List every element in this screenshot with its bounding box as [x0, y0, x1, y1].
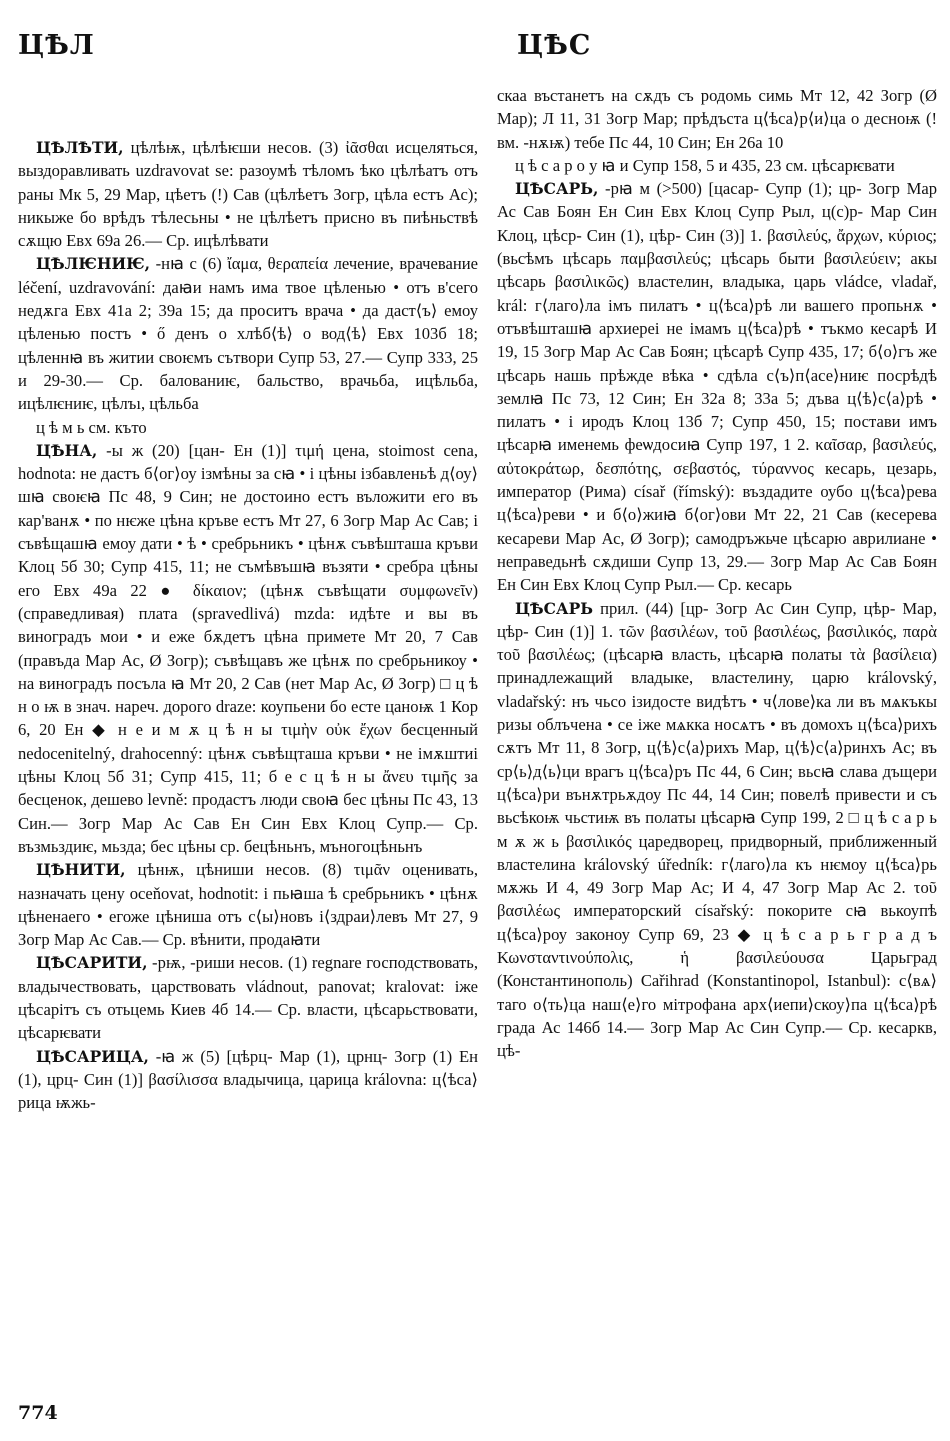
page-number: 774 [18, 1402, 58, 1424]
dictionary-entry [497, 177, 937, 596]
running-head-left: ЦѢЛ [18, 30, 95, 61]
dictionary-entry [497, 84, 937, 154]
entry-body: ц ѣ м ь см. къто [36, 417, 147, 437]
headword: ЦѢЛѤНИѤ, [36, 254, 151, 274]
running-head-right: ЦѢС [517, 30, 592, 61]
dictionary-entry [497, 597, 937, 1063]
entry-body: цѣлѣѭ, цѣлѣѥши несов. (3) ἰᾶσθαι исцеляться, выздоравливать uzdravovat se: разоумѣ тѣломъ ѣко цѣлѣатъ отъ раны Мк 5, 29 Мар, цѣетъ (!) Сав (цѣлѣетъ Зогр, цѣла естъ Ас); никыже бо врѣдъ тѣлесьны • не цѣлѣетъ присно въ пиѣньствѣ сѫщю Евх 69а 26.— Ср. ицѣлѣвати [18, 138, 478, 251]
dictionary-entry [18, 951, 478, 1044]
entry-body: прил. (44) [цр- Зогр Ас Син Супр, цѣр- Мар, цѣр- Син (1)] 1. τῶν βασιλέων, τοῦ βασιλέως, βασιλικός, παρὰ τοῦ βασιλέως; (цѣсарꙗ власть, цѣсарꙗ полаты τὰ βασίλεια) принадлежащий владыке, властелину, царю královský, vladařský: нъ чьсо ізидосте видѣтъ • ч⟨лове⟩ка ли въ мѧкъкы ризы облъчена • се іже мѧкка носѧтъ • въ домохъ ц⟨ѣса⟩рихъ сѫтъ Мт 11, 8 Зогр, ц⟨ѣ⟩с⟨а⟩рихъ Мар, ц⟨ѣ⟩с⟨а⟩ринхъ Ас; въ ср⟨ь⟩д⟨ь⟩ци врагъ ц⟨ѣса⟩ръ Пс 44, 6 Син; вьсꙗ слава дъщери ц⟨ѣса⟩ри вънѫтрьѫдоу Пс 44, 14 Син; повелѣ привести и съ вьсѣкоѭ чьстиѭ въ полаты цѣсарꙗ Супр 199, 2 □ ц ѣ с а р ь м ѫ ж ь βασιλικός царедворец, придворный, приближенный властелина královský úředník: г⟨лаго⟩ла къ нѥмоу ц⟨ѣса⟩рь мѫжь И 4, 49 Зогр Мар Ас; И 4, 47 Зогр Мар Ас 2. τοῦ βασιλέως императорский císařský: покорите сꙗ вькоупѣ ц⟨ѣса⟩роу законоу Супр 69, 23 ◆ ц ѣ с а р ь г р а д ъ Κωνσταντινούπολις, ἡ βασιλεύουσα Царьград (Константинополь) Cařihrad (Konstantinopol, Istanbul): с⟨вѧ⟩таго о⟨ть⟩ца наш⟨е⟩го мітрофана арх⟨иепи⟩скоу⟩па ц⟨ѣса⟩рѣ града Ас 146б 14.— Зогр Мар Ас Син Супр.— Ср. кесаркв, цѣ- [497, 598, 937, 1061]
entry-body: -рѭ, -риши несов. (1) regnare господствовать, владычествовать, царствовать vládnout, panovat; kralovat: іже цѣсарітъ съ отьцемь Киев 4б 14.— Ср. власти, цѣсарьствовати, цѣсарѥвати [18, 953, 478, 1043]
headword: ЦѢСАРИЦА, [36, 1046, 149, 1066]
entry-body: скаа въстанетъ на сѫдъ съ родомь симь Мт 12, 42 Зогр (Ø Мар); Л 11, 31 Зогр Мар; прѣдъста ц⟨ѣса⟩р⟨и⟩ца о десноѭ (! вм. -нѫѭ) тебе Пс 44, 10 Син; Ен 26а 10 [497, 86, 937, 152]
headword: ЦѢСАРИТИ, [36, 953, 148, 973]
headword: ЦѢСАРЬ [515, 598, 594, 618]
dictionary-entry [18, 252, 478, 415]
entry-body: -нꙗ с (6) ἴαμα, θεραπεία лечение, врачевание léčení, uzdravování: даꙗи намъ има твое цѣленью • отъ в'сего недѫга Евх 41а 2; 39а 15; да проситъ врача • да даст⟨ъ⟩ емоу цѣленью постъ • ő денъ о хлѣб⟨ѣ⟩ о вод⟨ѣ⟩ Евх 103б 18; цѣленнꙗ въ житии своѥмъ сътвори Супр 53, 27.— Супр 333, 25 и 29-30.— Ср. балованиѥ, бальство, врачьба, ицѣльба, ицѣлѥниѥ, цѣлъı, цѣльба [18, 254, 478, 414]
headword: ЦѢНА, [36, 440, 98, 460]
dictionary-entry [18, 1045, 478, 1115]
entry-body: цѣнѭ, цѣниши несов. (8) τιμᾶν оценивать, назначать цену oceňovat, hodnotit: і пьꙗша ѣ сребрьникъ • цѣнѫ цѣненаего • егоже цѣниша отъ с⟨ы⟩новъ і⟨здраи⟩левъ Мт 27, 9 Зогр Мар Ас Сав.— Ср. вѣнити, продаꙗти [18, 860, 478, 950]
dictionary-entry [18, 439, 478, 858]
left-column [18, 84, 478, 1114]
dictionary-entry [18, 858, 478, 951]
headword: ЦѢЛѢТИ, [36, 138, 124, 157]
headword: ЦѢНИТИ, [36, 860, 126, 880]
headword: ЦѢСАРЬ, [515, 179, 599, 199]
entry-body: -ы ж (20) [цан- Ен (1)] τιμή цена, stoimost cena, hodnota: не дастъ б⟨ог⟩оу ізмѣны за сꙗ • і цѣны ізбавленьѣ д⟨оу⟩шꙗ своѥꙗ Пс 48, 9 Син; не достоино естъ въложити его въ кар'ванѫ • по нѥже цѣна кръве естъ Мт 27, 6 Зогр Мар Ас Сав; і съвѣщашꙗ емоу дати • ѣ • сребрьникъ • цѣнѫ съвѣшташа кръви Клоц 5б 30; Супр 415, 11; не съмѣвъшꙗ възяти • сребра цѣны его Евх 49а 22 ● δίκαιον; (цѣнѫ съвѣщати συμφωνεῖν) (справедливая) плата (spravedlivá) mzda: идѣте и вы въ виноградъ мои • и еже бѫдетъ цѣна примете Мт 20, 7 Сав (правъда Мар Ас, Ø Зогр); съвѣщавъ же цѣнѫ по сребрьникоу • на виноградъ посъла ꙗ Мт 20, 2 Сав (нет Мар Ас, Ø Зогр) □ ц ѣ н о ѭ в знач. нареч. дорого draze: коупьени бо есте цаноѭ 1 Кор 6, 20 Ен ◆ н е и м ѫ ц ѣ н ы τιμὴν οὐκ ἔχων бесценный nedocenitelný, drahocenný: цѣнѫ съвѣщташа кръви • не імѫштиі цѣны Клоц 5б 31; Супр 415, 11; б е с ц ѣ н ы ἄνευ τιμῆς за бесценок, дешево levně: продастъ люди своꙗ бес цѣны Пс 43, 13 Син.— Зогр Мар Ас Сав Ен Син Евх Клоц Супр.— Ср. възмьздиѥ, мьзда; бес цѣны ср. бецѣньнъ, мъногоцѣньнъ [18, 440, 478, 856]
dictionary-entry [18, 136, 478, 252]
entry-body: -ꙗ ж (5) [цѣрц- Мар (1), црнц- Зогр (1) Ен (1), црц- Син (1)] βασίλισσα владычица, царица královna: ц⟨ѣса⟩рица ѭжь- [18, 1046, 478, 1113]
entry-body: -рꙗ м (>500) [цасар- Супр (1); цр- Зогр Мар Ас Сав Боян Ен Син Евх Клоц Супр Рыл, ц(с)р- Мар Син Клоц, цѣср- Син (1), цѣр- Син (3)] 1. βασιλεύς, ἄρχων, κύριος; (вьсѣмъ цѣсарь παμβασιλεύς; цѣсарь быти βασιλεύειν; акы цѣсарь βασιλικῶς) властелин, владыка, царь vládce, vladař, král: г⟨лаго⟩ла імъ пилатъ • ц⟨ѣса⟩рѣ ли вашего пропьнѫ • отъвѣшташꙗ архиереі не імамъ ц⟨ѣса⟩рѣ • тъкмо кесарѣ И 19, 15 Зогр Мар Ас Сав Боян; цѣсарѣ Супр 435, 17; б⟨о⟩гъ же цѣсарь нашь прѣжде вѣка • сдѣла с⟨ъ⟩п⟨асе⟩ниѥ посрѣдѣ землꙗ Пс 73, 12 Син; Ен 32а 8; 33а 5; дъва ц⟨ѣ⟩с⟨а⟩рѣ • пилатъ • і иродъ Клоц 13б 7; Супр 450, 15; постави имъ цѣсарꙗ именемь феѡдосиꙗ Супр 197, 1 2. καῖσαρ, βασιλεύς, αὐτοκράτωρ, δεσπότης, σεβαστός, τύραννος кесарь, цезарь, император (Рима) císař (římský): въздадите оубо ц⟨ѣса⟩рева ц⟨ѣса⟩реви • и б⟨о⟩жиꙗ б⟨ог⟩ови Мт 22, 21 Сав (кесерева кесареви Мар Ас, Ø Зогр); самодръжьче цѣсарю аврилиане • неправедьнѣ сѫдиши Супр 13, 29.— Зогр Мар Ас Сав Боян Ен Син Евх Клоц Супр Рыл.— Ср. кесарь [497, 179, 937, 595]
entry-body: ц ѣ с а р о у ꙗ и Супр 158, 5 и 435, 23 см. цѣсарѥвати [515, 155, 895, 175]
dictionary-entry [18, 416, 478, 439]
right-column [497, 84, 937, 1062]
dictionary-entry [497, 154, 937, 177]
